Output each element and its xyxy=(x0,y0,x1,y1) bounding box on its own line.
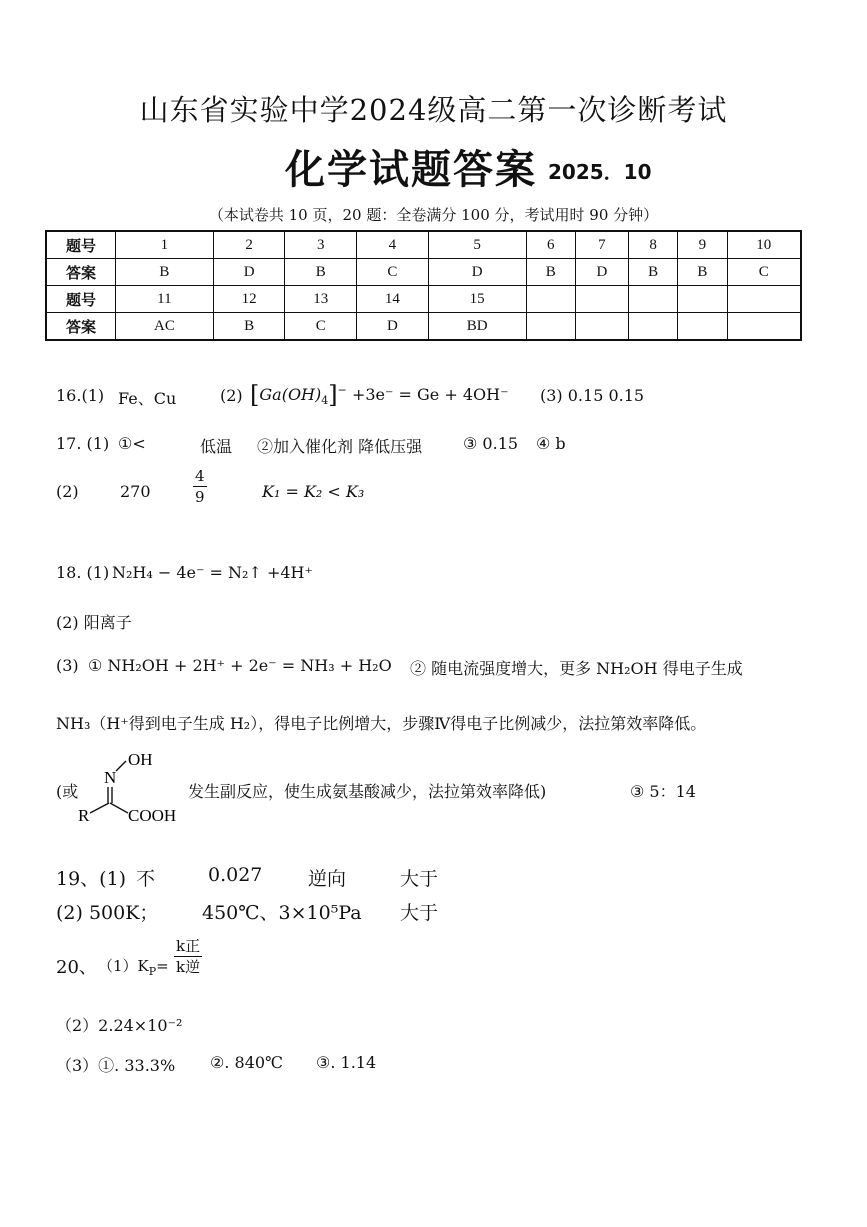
q16-species-sub: 4 xyxy=(321,394,329,408)
table-row xyxy=(46,313,801,341)
table-cell: B xyxy=(285,259,357,286)
q20-kp-label: （1）K xyxy=(98,957,149,975)
q17-a: ①< xyxy=(118,434,146,453)
question-header: 题号 xyxy=(46,286,116,313)
structure-r: R xyxy=(78,806,90,825)
table-cell: B xyxy=(678,259,727,286)
q17-part2-label: (2) xyxy=(56,482,79,501)
question-header: 题号 xyxy=(46,231,116,259)
q18-part2: (2) 阳离子 xyxy=(56,613,132,632)
q17-c: ②加入催化剂 降低压强 xyxy=(257,437,423,456)
q20-fraction xyxy=(174,936,202,977)
table-cell: C xyxy=(357,259,429,286)
q20-part2: （2）2.24×10⁻² xyxy=(56,1016,183,1035)
q16-species: Ga(OH) xyxy=(259,385,322,404)
table-cell: 10 xyxy=(727,231,801,259)
q17-fraction xyxy=(193,466,207,507)
exam-note: （本试卷共 10 页，20 题：全卷满分 100 分，考试用时 90 分钟） xyxy=(208,206,659,224)
table-cell: 3 xyxy=(285,231,357,259)
table-cell: AC xyxy=(116,313,214,341)
q20-part3-c: ③. 1.14 xyxy=(316,1053,377,1072)
q16-equation: $[Ga(OH)_4]^- +3e^- = Ge + 4OH^-$ xyxy=(250,381,509,409)
q17-e: ④ b xyxy=(536,434,566,453)
q16-part2-label: (2) xyxy=(220,386,243,405)
q20-number: 20、 xyxy=(56,957,97,978)
q16-number: 16.(1) xyxy=(56,386,105,405)
page-subtitle: 化学试题答案 xyxy=(285,147,537,193)
table-cell xyxy=(526,286,575,313)
table-cell: BD xyxy=(428,313,526,341)
answer-table xyxy=(45,230,802,341)
structure-oh: OH xyxy=(128,750,153,769)
oxime-structure-icon xyxy=(70,745,200,830)
table-cell: 12 xyxy=(213,286,285,313)
table-cell xyxy=(678,286,727,313)
q17-part2-a: 270 xyxy=(120,482,151,501)
table-cell: 5 xyxy=(428,231,526,259)
q19-number: 19、(1) xyxy=(56,868,127,890)
structure-n: N xyxy=(104,768,117,787)
table-row xyxy=(46,231,801,259)
table-cell xyxy=(526,313,575,341)
table-cell: C xyxy=(285,313,357,341)
table-cell: C xyxy=(727,259,801,286)
table-cell xyxy=(628,313,677,341)
table-cell xyxy=(678,313,727,341)
q17-number: 17. (1) xyxy=(56,434,110,453)
q19-c: 逆向 xyxy=(308,868,347,890)
table-cell xyxy=(628,286,677,313)
q18-part3-a: ① NH₂OH + 2H⁺ + 2e⁻ = NH₃ + H₂O xyxy=(88,656,392,675)
q19-b: 0.027 xyxy=(208,864,263,886)
q18-part3-label: (3) xyxy=(56,656,79,675)
table-cell: B xyxy=(526,259,575,286)
table-cell: D xyxy=(213,259,285,286)
q19-a: 不 xyxy=(136,868,156,890)
table-cell: B xyxy=(116,259,214,286)
q20-kp-sub: P xyxy=(148,965,157,978)
table-cell xyxy=(727,286,801,313)
table-cell: 4 xyxy=(357,231,429,259)
fraction-denominator: 9 xyxy=(195,488,205,506)
table-cell: 15 xyxy=(428,286,526,313)
table-row xyxy=(46,286,801,313)
fraction-numerator: k正 xyxy=(176,937,201,955)
table-cell: 11 xyxy=(116,286,214,313)
structure-cooh: COOH xyxy=(128,806,177,825)
q18-explanation: NH₃（H⁺得到电子生成 H₂），得电子比例增大，步骤Ⅳ得电子比例减少，法拉第效率降低。 xyxy=(56,714,707,733)
q19-part2-b: 450℃、3×10⁵Pa xyxy=(202,902,362,924)
table-row xyxy=(46,259,801,286)
q17-d: ③ 0.15 xyxy=(463,434,519,453)
table-cell: D xyxy=(428,259,526,286)
exam-date: 2025．10 xyxy=(548,160,652,184)
table-cell: 14 xyxy=(357,286,429,313)
table-cell: B xyxy=(628,259,677,286)
table-cell: 13 xyxy=(285,286,357,313)
table-cell: 2 xyxy=(213,231,285,259)
q18-alt-open: (或 xyxy=(56,782,79,801)
answer-header: 答案 xyxy=(46,259,116,286)
q16-part3: (3) 0.15 0.15 xyxy=(540,386,645,405)
q20-kp-eq: = xyxy=(156,957,169,975)
exam-title: 山东省实验中学2024级高二第一次诊断考试 xyxy=(139,93,728,127)
fraction-numerator: 4 xyxy=(195,467,205,485)
table-cell xyxy=(727,313,801,341)
q19-d: 大于 xyxy=(400,868,439,890)
table-cell: D xyxy=(575,259,628,286)
q19-part2-c: 大于 xyxy=(400,902,439,924)
q18-alt-text: 发生副反应，使生成氨基酸减少，法拉第效率降低) xyxy=(188,782,547,801)
table-cell: 9 xyxy=(678,231,727,259)
q16-part1: Fe、Cu xyxy=(118,389,177,408)
q16-equation-rest: +3e⁻ = Ge + 4OH⁻ xyxy=(351,385,509,404)
q19-part2-a: (2) 500K； xyxy=(56,902,159,924)
fraction-denominator: k逆 xyxy=(176,958,201,976)
q20-part3-a: （3）①. 33.3% xyxy=(56,1056,176,1075)
q17-k-relation: K₁ = K₂ < K₃ xyxy=(262,482,365,501)
table-cell: 7 xyxy=(575,231,628,259)
table-cell: D xyxy=(357,313,429,341)
table-cell: B xyxy=(213,313,285,341)
table-cell xyxy=(575,313,628,341)
table-cell xyxy=(575,286,628,313)
table-cell: 8 xyxy=(628,231,677,259)
q18-part3-c: ③ 5：14 xyxy=(630,782,696,801)
q18-number: 18. (1) xyxy=(56,563,110,582)
table-cell: 6 xyxy=(526,231,575,259)
q18-part3-b: ② 随电流强度增大，更多 NH₂OH 得电子生成 xyxy=(410,659,743,678)
q20-part3-b: ②. 840℃ xyxy=(210,1053,283,1072)
q16-species-charge: − xyxy=(337,383,347,397)
q18-equation: N₂H₄ − 4e⁻ = N₂↑ +4H⁺ xyxy=(112,563,313,582)
q20-part1 xyxy=(98,955,169,978)
table-cell: 1 xyxy=(116,231,214,259)
answer-header: 答案 xyxy=(46,313,116,341)
q17-b: 低温 xyxy=(200,437,233,456)
